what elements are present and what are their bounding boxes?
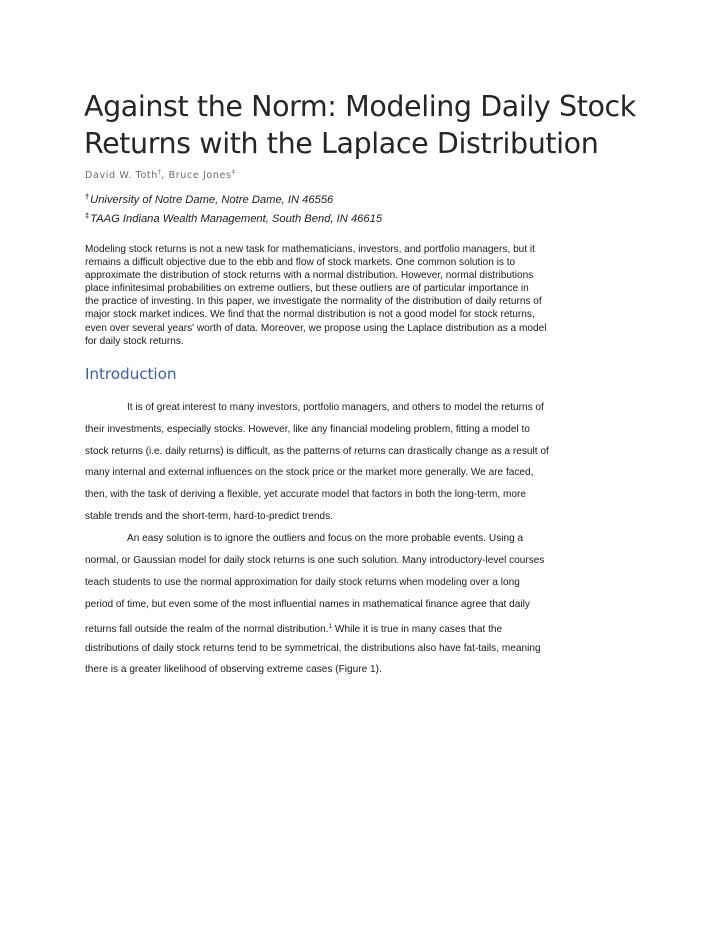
- abstract-line: place infinitesimal probabilities on extreme outliers, but these outliers are of particular importance in: [85, 283, 529, 295]
- body-text: While it is true in many cases that the: [332, 623, 503, 635]
- affiliations: [85, 189, 637, 227]
- author-name: David W. Toth: [85, 170, 158, 181]
- body-line: there is a greater likelihood of observing extreme cases (Figure 1).: [85, 664, 382, 676]
- abstract-line: major stock market indices. We find that the normal distribution is not a good model for stock returns,: [85, 309, 535, 321]
- body-line-with-footnote: [85, 616, 637, 638]
- author-separator: ,: [161, 170, 169, 181]
- abstract-line: for daily stock returns.: [85, 335, 184, 347]
- affiliation-mark: †: [85, 192, 90, 201]
- abstract-line: the practice of investing. In this paper, we investigate the normality of the distribution of daily returns of: [85, 296, 542, 308]
- body-line: teach students to use the normal approximation for daily stock returns when modeling over a long: [85, 576, 520, 588]
- title-line-2: Returns with the Laplace Distribution: [84, 127, 599, 160]
- body-line: period of time, but even some of the most influential names in mathematical finance agree that daily: [85, 598, 530, 610]
- section-heading-introduction: Introduction: [85, 364, 177, 383]
- paper-page: [85, 88, 637, 681]
- abstract-line: remains a difficult objective due to the ebb and flow of stock markets. One common solution is to: [85, 257, 516, 269]
- body-line: distributions of daily stock returns tend to be symmetrical, the distributions also have fat-tails, meaning: [85, 642, 541, 654]
- abstract: [85, 243, 637, 348]
- paper-title: [84, 88, 637, 162]
- affiliation-line: [85, 208, 637, 227]
- introduction-body: [85, 397, 637, 682]
- body-line: It is of great interest to many investors, portfolio managers, and others to model the returns of: [127, 401, 544, 413]
- abstract-line: even over several years' worth of data. Moreover, we propose using the Laplace distribution as a model: [85, 322, 547, 334]
- affiliation-text: University of Notre Dame, Notre Dame, IN 46556: [90, 194, 334, 206]
- affiliation-line: [85, 189, 637, 208]
- abstract-line: approximate the distribution of stock returns with a normal distribution. However, normal distributions: [85, 270, 534, 282]
- author-affiliation-mark: ‡: [231, 168, 235, 176]
- title-line-1: Against the Norm: Modeling Daily Stock: [84, 90, 636, 123]
- abstract-line: Modeling stock returns is not a new task for mathematicians, investors, and portfolio managers, but it: [85, 244, 535, 255]
- author-name: Bruce Jones: [168, 170, 232, 181]
- body-line: many internal and external influences on the stock price or the market more generally. We are faced,: [85, 467, 534, 479]
- body-line: stable trends and the short-term, hard-to-predict trends.: [85, 511, 333, 523]
- author-affiliation-mark: †: [157, 168, 162, 176]
- body-line: their investments, especially stocks. However, like any financial modeling problem, fitting a model to: [85, 423, 530, 435]
- affiliation-text: TAAG Indiana Wealth Management, South Bend, IN 46615: [90, 213, 383, 225]
- body-line: normal, or Gaussian model for daily stock returns is one such solution. Many introductory-level courses: [85, 554, 545, 566]
- body-line: An easy solution is to ignore the outliers and focus on the more probable events. Using a: [127, 533, 524, 545]
- author-list: [85, 164, 637, 180]
- body-line: then, with the task of deriving a flexible, yet accurate model that factors in both the long-term, more: [85, 489, 526, 501]
- body-line: stock returns (i.e. daily returns) is difficult, as the patterns of returns can drastically change as a result of: [85, 445, 549, 457]
- body-text: returns fall outside the realm of the normal distribution.: [85, 623, 329, 635]
- footnote-reference[interactable]: 1: [328, 622, 333, 630]
- affiliation-mark: ‡: [85, 211, 90, 220]
